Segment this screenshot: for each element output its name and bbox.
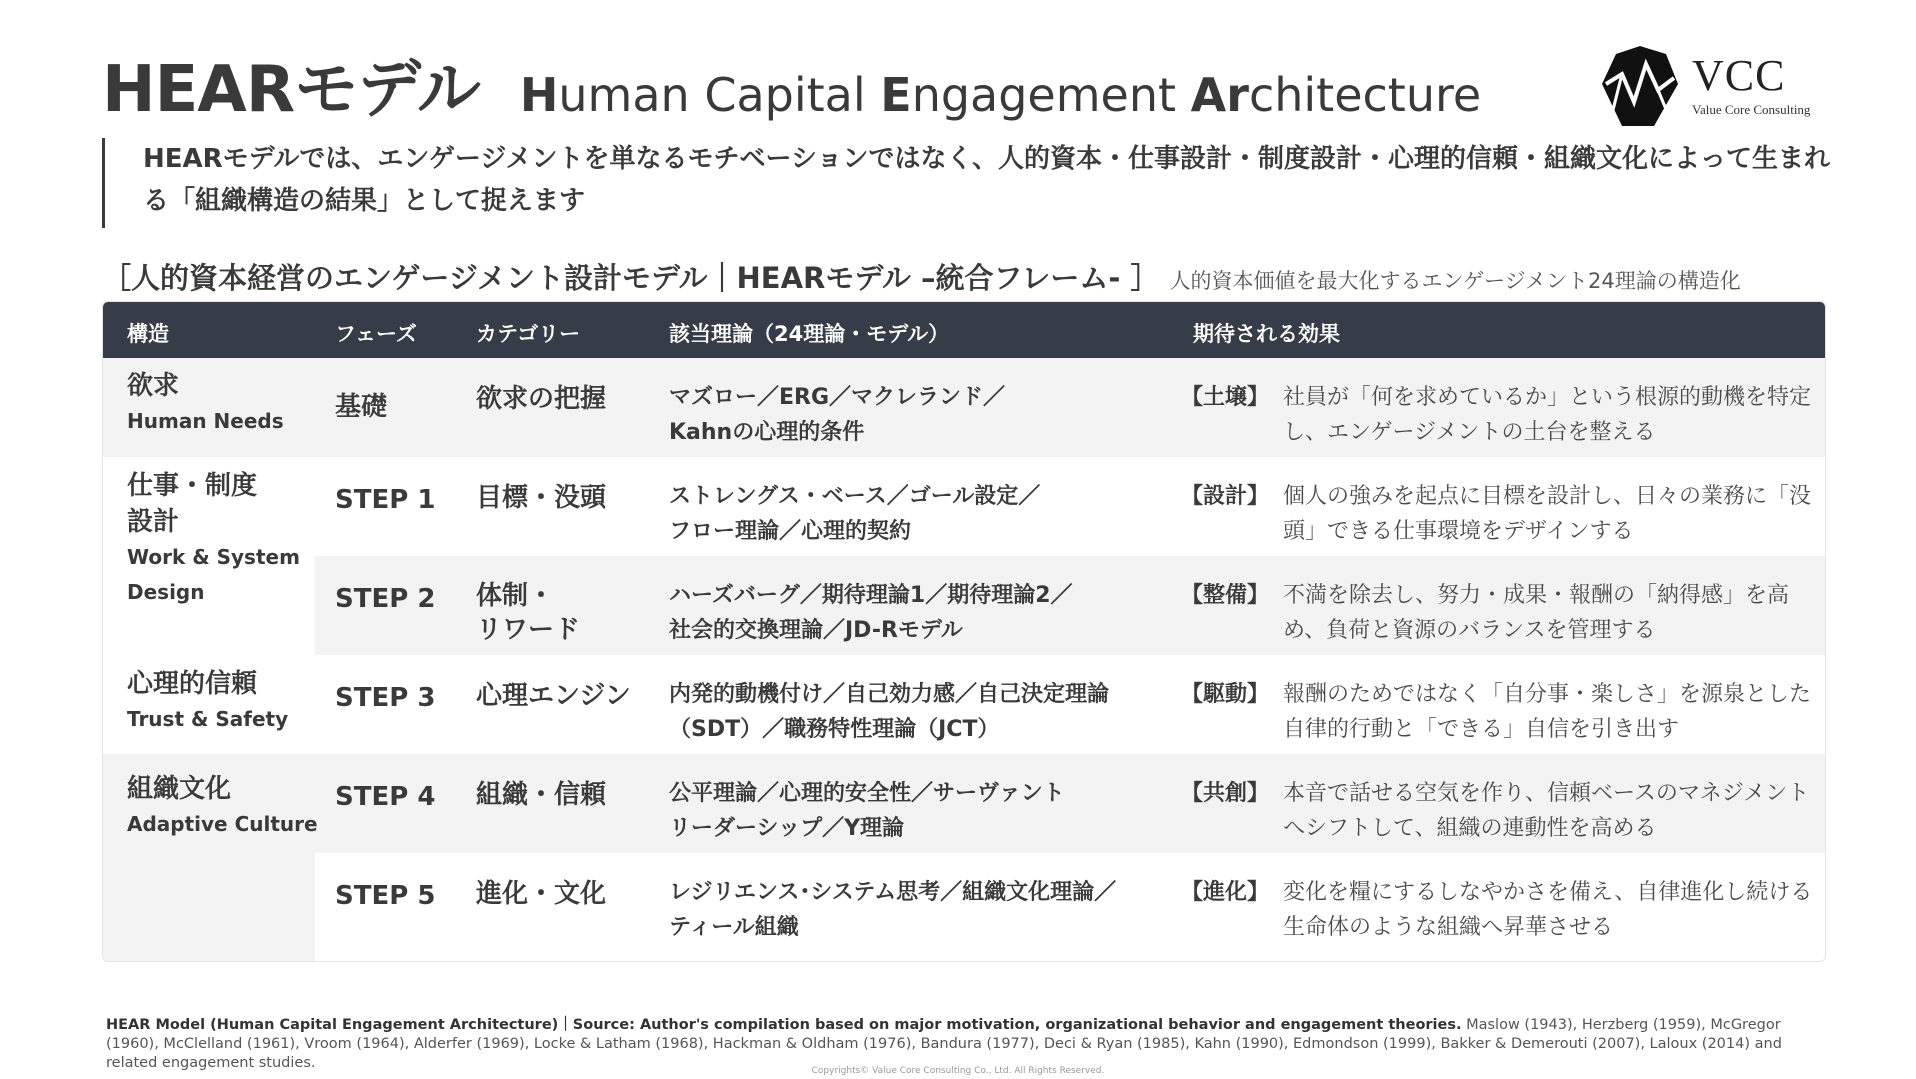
page-title: HEARモデル [102, 53, 480, 127]
header-category: カテゴリー [476, 322, 581, 346]
effect-tag: 【共創】 [1181, 781, 1270, 806]
phase-label: STEP 3 [335, 683, 436, 713]
source-rest: Maslow (1943), Herzberg (1959), McGregor (1960), McClelland (1961), Vroom (1964), Alderfer (1969), Locke & Latham (1968), Hackman & Oldham (1976), Bandura (1977), Deci & Ryan (1985), Kahn (1990), Edmondson (1999), Bakker & Demerouti (2007), Laloux (2014) and related engagement studies. [106, 1017, 1782, 1071]
effect-tag: 【設計】 [1181, 484, 1270, 509]
source-note [106, 1016, 1826, 1073]
effect-tag: 【整備】 [1181, 583, 1270, 608]
subtitle-part: uman Capital [558, 68, 881, 122]
lead-text: HEARモデルでは、エンゲージメントを単なるモチベーションではなく、人的資本・仕事設計・制度設計・心理的信頼・組織文化によって生まれる「組織構造の結果」として捉えます [102, 138, 1842, 228]
effect-text: 社員が「何を求めているか」という根源的動機を特定し、エンゲージメントの土台を整える [1283, 385, 1812, 445]
theory-text: ハーズバーグ／期待理論1／期待理論2／ 社会的交換理論／JD-Rモデル [669, 583, 1073, 643]
theory-text: レジリエンス･システム思考／組織文化理論／ ティール組織 [669, 880, 1117, 940]
subtitle-part: E [880, 68, 912, 122]
effect-text: 本音で話せる空気を作り、信頼ベースのマネジメントへシフトして、組織の連動性を高める [1283, 781, 1810, 841]
structure-en: Human Needs [127, 409, 284, 433]
effect-text: 報酬のためではなく「自分事・楽しさ」を源泉とした自律的行動と「できる」自信を引き出す [1283, 682, 1812, 742]
structure-en: Adaptive Culture [127, 812, 318, 836]
page-subtitle [520, 68, 1481, 122]
source-bold: HEAR Model (Human Capital Engagement Architecture)｜Source: Author's compilation based on major motivation, organizational behavior and engagement theories. [106, 1017, 1462, 1033]
header-structure: 構造 [127, 322, 169, 346]
phase-label: STEP 5 [335, 881, 436, 911]
table-header [103, 302, 1825, 358]
effect-text: 変化を糧にするしなやかさを備え、自律進化し続ける生命体のような組織へ昇華させる [1283, 880, 1813, 940]
category-label: 目標・没頭 [476, 483, 607, 513]
subtitle-part: ngagement [911, 68, 1191, 122]
effect-text: 個人の強みを起点に目標を設計し、日々の業務に「没頭」できる仕事環境をデザインする [1283, 484, 1812, 544]
structure-adaptive-culture [127, 771, 318, 842]
category-label: 組織・信頼 [476, 780, 607, 810]
structure-cell-bg [103, 853, 315, 962]
effect-tag: 【駆動】 [1181, 682, 1270, 707]
effect-tag: 【土壌】 [1181, 385, 1270, 410]
logo-tagline: Value Core Consulting [1692, 102, 1811, 117]
header-effect: 期待される効果 [1193, 322, 1340, 346]
hear-model-table [102, 301, 1826, 962]
structure-en: Trust & Safety [127, 707, 289, 731]
theory-text: マズロー／ERG／マクレランド／ Kahnの心理的条件 [669, 385, 1006, 445]
structure-human-needs [127, 368, 284, 439]
category-label: 欲求の把握 [476, 384, 607, 414]
structure-jp: 心理的信頼 [127, 669, 258, 699]
subtitle-part: chitecture [1248, 68, 1482, 122]
section-title: ［人的資本経営のエンゲージメント設計モデル｜HEARモデル –統合フレーム- ］ [102, 261, 1160, 295]
effect-text: 不満を除去し、努力・成果・報酬の「納得感」を高め、負荷と資源のバランスを管理する [1283, 583, 1790, 643]
structure-work-system [127, 468, 300, 610]
phase-label: STEP 4 [335, 782, 436, 812]
category-label: 進化・文化 [476, 879, 607, 909]
header-phase: フェーズ [335, 322, 417, 346]
subtitle-part: Ar [1190, 68, 1249, 122]
structure-en: Work & System Design [127, 545, 300, 604]
section-heading [102, 256, 1741, 297]
category-label: 体制・ リワード [476, 581, 581, 645]
subtitle-part: H [519, 68, 559, 122]
category-label: 心理エンジン [476, 681, 631, 711]
phase-label: STEP 2 [335, 584, 436, 614]
diamond-logo-icon [1600, 44, 1680, 128]
structure-jp: 欲求 [127, 371, 180, 401]
theory-text: 内発的動機付け／自己効力感／自己決定理論 （SDT）／職務特性理論（JCT） [669, 682, 1110, 742]
page-title-row [102, 38, 1481, 128]
company-logo [1600, 44, 1820, 128]
structure-trust-safety [127, 666, 288, 737]
phase-label: 基礎 [335, 392, 388, 422]
section-subtitle: 人的資本価値を最大化するエンゲージメント24理論の構造化 [1169, 269, 1741, 293]
phase-label: STEP 1 [335, 485, 436, 515]
logo-name: VCC [1692, 51, 1786, 100]
copyright: Copyrights© Value Core Consulting Co., Ltd. All Rights Reserved. [811, 1066, 1105, 1076]
theory-text: ストレングス・ベース／ゴール設定／ フロー理論／心理的契約 [669, 484, 1041, 544]
effect-tag: 【進化】 [1181, 880, 1270, 905]
header-theory: 該当理論（24理論・モデル） [669, 322, 950, 346]
structure-jp: 仕事・制度 設計 [127, 471, 258, 537]
structure-jp: 組織文化 [127, 774, 232, 804]
theory-text: 公平理論／心理的安全性／サーヴァント リーダーシップ／Y理論 [669, 781, 1065, 841]
